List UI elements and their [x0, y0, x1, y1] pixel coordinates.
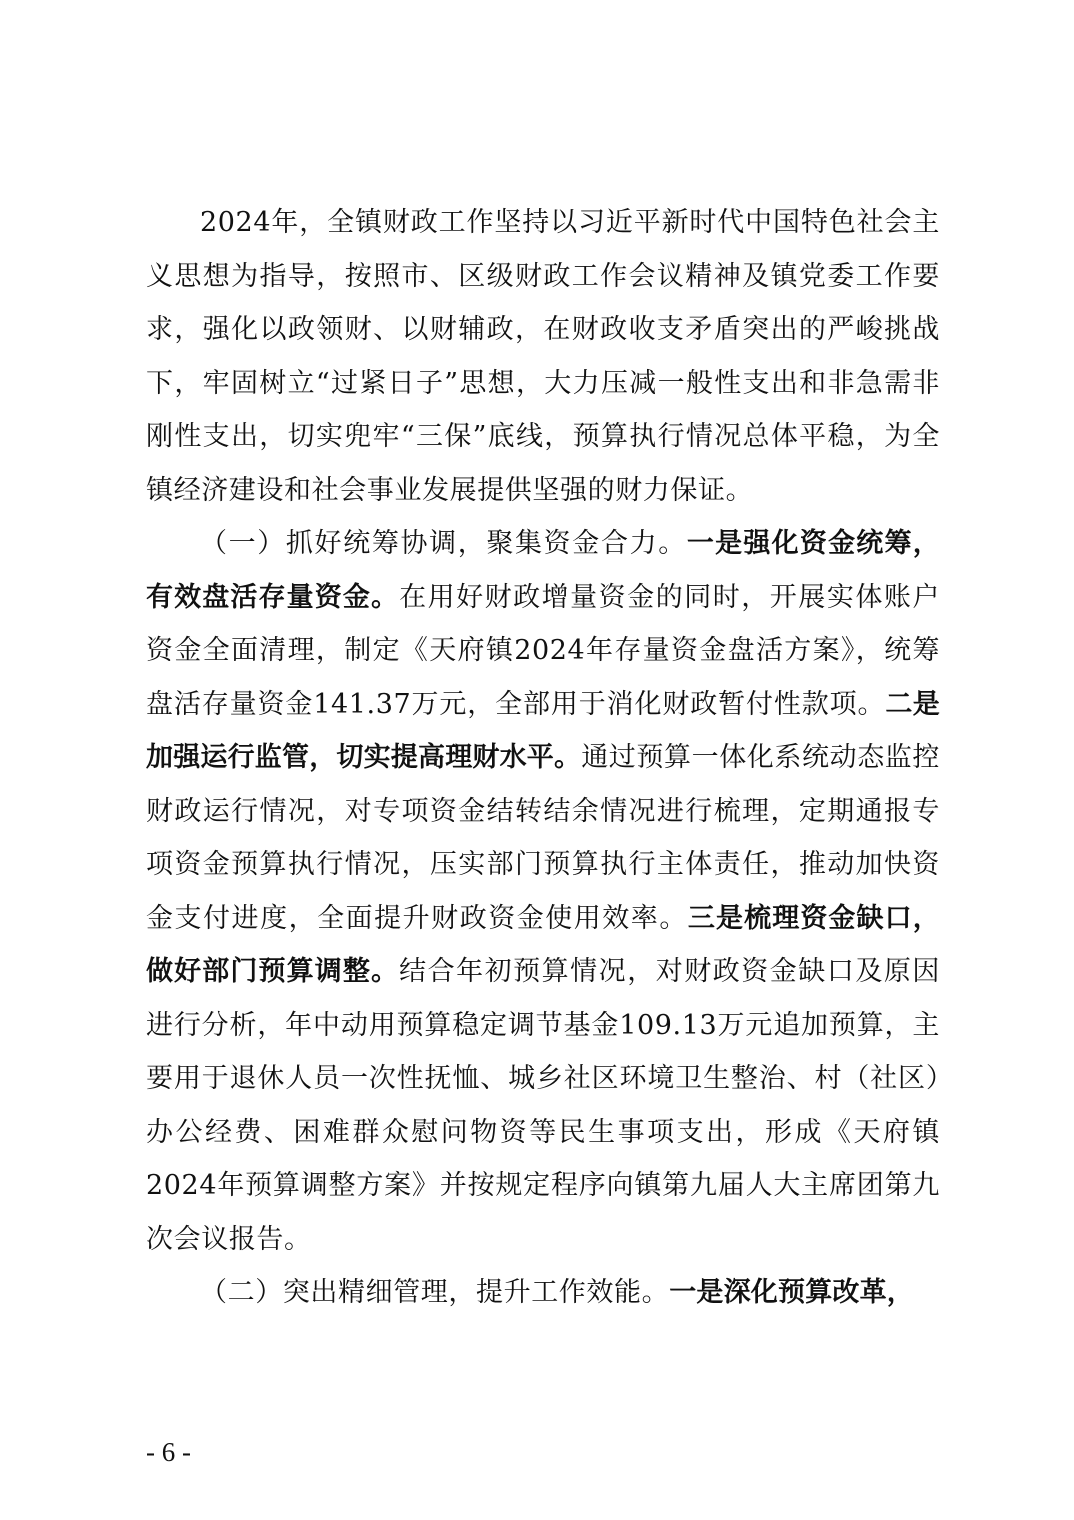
point-three-heading: 三是梳理资金缺口，做好部门预算调整。 — [146, 902, 940, 987]
section-two-heading: （二）突出精细管理，提升工作效能。 — [200, 1277, 670, 1308]
point-two-text: 通过预算一体化系统动态监控财政运行情况，对专项资金结转结余情况进行梳理，定期通报专项资金预算执行情况，压实部门预算执行主体责任，推动加快资金支付进度，全面提升财政资金使用效率。 — [146, 742, 941, 934]
point-two-heading: 二是加强运行监管，切实提高理财水平。 — [146, 688, 940, 773]
paragraph-intro — [146, 196, 940, 517]
page-number: - 6 - — [146, 1437, 191, 1467]
body-text — [146, 196, 940, 1320]
section-one-heading: （一）抓好统筹协调，聚集资金合力。 — [200, 528, 687, 559]
paragraph-section-one — [146, 517, 940, 1266]
intro-text: 2024年，全镇财政工作坚持以习近平新时代中国特色社会主义思想为指导，按照市、区级财政工作会议精神及镇党委工作要求，强化以政领财、以财辅政，在财政收支矛盾突出的严峻挑战下，牢固树立“过紧日子”思想，大力压减一般性支出和非急需非刚性支出，切实兜牢“三保”底线，预算执行情况总体平稳，为全镇经济建设和社会事业发展提供坚强的财力保证。 — [146, 207, 940, 506]
point-one-text: 在用好财政增量资金的同时，开展实体账户资金全面清理，制定《天府镇2024年存量资金盘活方案》，统筹盘活存量资金141.37万元，全部用于消化财政暂付性款项。 — [146, 581, 940, 720]
section-two-point-one-heading: 一是深化预算改革， — [669, 1277, 915, 1308]
paragraph-section-two — [146, 1266, 940, 1320]
point-one-heading: 一是强化资金统筹，有效盘活存量资金。 — [146, 528, 940, 613]
point-three-text: 结合年初预算情况，对财政资金缺口及原因进行分析，年中动用预算稳定调节基金109.13万元追加预算，主要用于退休人员一次性抚恤、城乡社区环境卫生整治、村（社区）办公经费、困难群众慰问物资等民生事项支出，形成《天府镇2024年预算调整方案》并按规定程序向镇第九届人大主席团第九次会议报告。 — [146, 956, 940, 1255]
